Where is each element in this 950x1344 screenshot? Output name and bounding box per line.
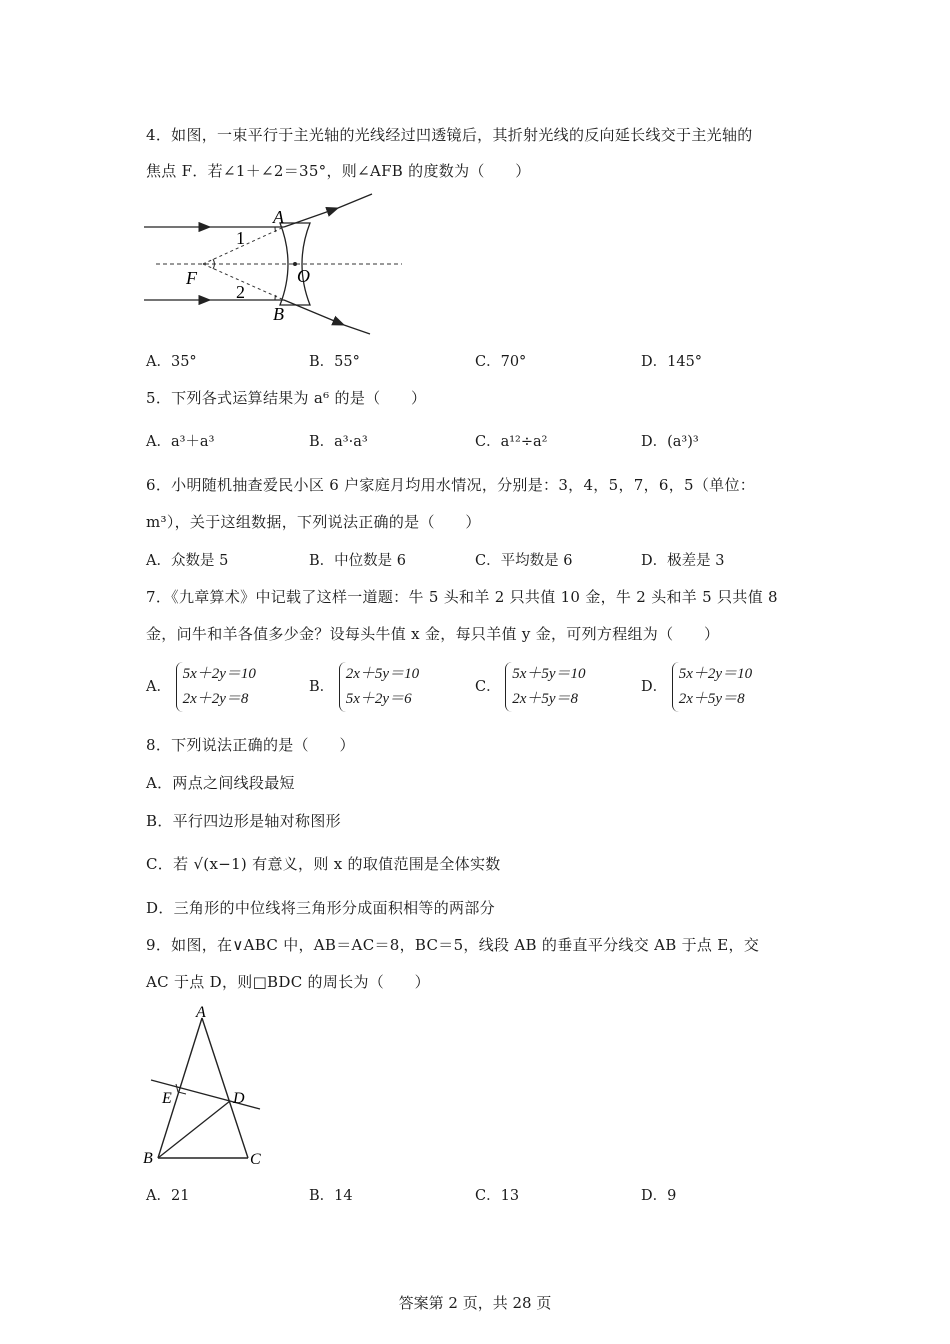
q4-stem-line1: 4．如图，一束平行于主光轴的光线经过凹透镜后，其折射光线的反向延长线交于主光轴的	[146, 126, 753, 144]
label-angle-2: 2	[236, 282, 245, 302]
label-angle-1: 1	[236, 228, 245, 248]
q8-option-d[interactable]: D．三角形的中位线将三角形分成面积相等的两部分	[146, 899, 495, 917]
label-D: D	[233, 1090, 245, 1107]
q5-option-b[interactable]: B．a³·a³	[309, 434, 368, 450]
q4-option-b[interactable]: B．55°	[309, 354, 360, 370]
label-A: A	[196, 1004, 206, 1021]
equation-system: 2x＋5y＝10 5x＋2y＝6	[339, 662, 419, 712]
label-A: A	[273, 207, 284, 227]
label-B: B	[143, 1150, 153, 1167]
q8-option-a[interactable]: A．两点之间线段最短	[146, 774, 295, 792]
q4-option-c[interactable]: C．70°	[475, 354, 527, 370]
q7-option-c[interactable]: C． 5x＋5y＝10 2x＋5y＝8	[475, 662, 586, 712]
q4-option-d[interactable]: D．145°	[641, 354, 703, 370]
q8-option-b[interactable]: B．平行四边形是轴对称图形	[146, 812, 341, 830]
equation-system: 5x＋2y＝10 2x＋2y＝8	[176, 662, 256, 712]
q7-option-b[interactable]: B． 2x＋5y＝10 5x＋2y＝6	[309, 662, 419, 712]
q6-stem-line1: 6．小明随机抽查爱民小区 6 户家庭月均用水情况，分别是：3，4，5，7，6，5（单位：	[146, 476, 756, 494]
page-footer: 答案第 2 页，共 28 页	[398, 1294, 552, 1312]
q5-stem: 5．下列各式运算结果为 a⁶ 的是（ ）	[146, 389, 427, 407]
q8-option-c[interactable]: C．若 √(x−1) 有意义，则 x 的取值范围是全体实数	[146, 855, 501, 873]
q7-stem-line1: 7．《九章算术》中记载了这样一道题：牛 5 头和羊 2 只共值 10 金，牛 2 头和羊 5 只共值 8	[146, 588, 778, 606]
q5-option-c[interactable]: C．a¹²÷a²	[475, 434, 548, 450]
label-C: C	[250, 1151, 261, 1168]
q9-option-a[interactable]: A．21	[146, 1188, 190, 1204]
concave-lens-diagram	[140, 185, 410, 345]
label-B: B	[273, 304, 284, 324]
q5-option-a[interactable]: A．a³＋a³	[146, 434, 215, 450]
equation-system: 5x＋5y＝10 2x＋5y＝8	[505, 662, 585, 712]
q6-option-d[interactable]: D．极差是 3	[641, 553, 725, 569]
q9-stem-line2: AC 于点 D，则□BDC 的周长为（ ）	[146, 973, 430, 991]
q7-stem-line2: 金，问牛和羊各值多少金？设每头牛值 x 金，每只羊值 y 金，可列方程组为（ ）	[146, 625, 720, 643]
label-F: F	[186, 268, 197, 288]
q6-option-a[interactable]: A．众数是 5	[146, 553, 229, 569]
q9-stem-line1: 9．如图，在∨ABC 中，AB＝AC＝8，BC＝5，线段 AB 的垂直平分线交 AB 于点 E，交	[146, 936, 760, 954]
q4-option-a[interactable]: A．35°	[146, 354, 197, 370]
q8-stem: 8．下列说法正确的是（ ）	[146, 736, 355, 754]
equation-system: 5x＋2y＝10 2x＋5y＝8	[672, 662, 752, 712]
q9-option-d[interactable]: D．9	[641, 1188, 677, 1204]
label-O: O	[297, 266, 310, 286]
q7-option-d[interactable]: D． 5x＋2y＝10 2x＋5y＝8	[641, 662, 752, 712]
q5-option-d[interactable]: D．(a³)³	[641, 434, 699, 450]
q6-option-b[interactable]: B．中位数是 6	[309, 553, 406, 569]
q9-option-c[interactable]: C．13	[475, 1188, 520, 1204]
q9-option-b[interactable]: B．14	[309, 1188, 353, 1204]
label-E: E	[162, 1090, 172, 1107]
q7-option-a[interactable]: A． 5x＋2y＝10 2x＋2y＝8	[146, 662, 256, 712]
q4-stem-line2: 焦点 F．若∠1＋∠2＝35°，则∠AFB 的度数为（ ）	[146, 162, 531, 180]
triangle-diagram	[140, 1000, 280, 1172]
q6-stem-line2: m³），关于这组数据，下列说法正确的是（ ）	[146, 513, 481, 531]
q6-option-c[interactable]: C．平均数是 6	[475, 553, 573, 569]
